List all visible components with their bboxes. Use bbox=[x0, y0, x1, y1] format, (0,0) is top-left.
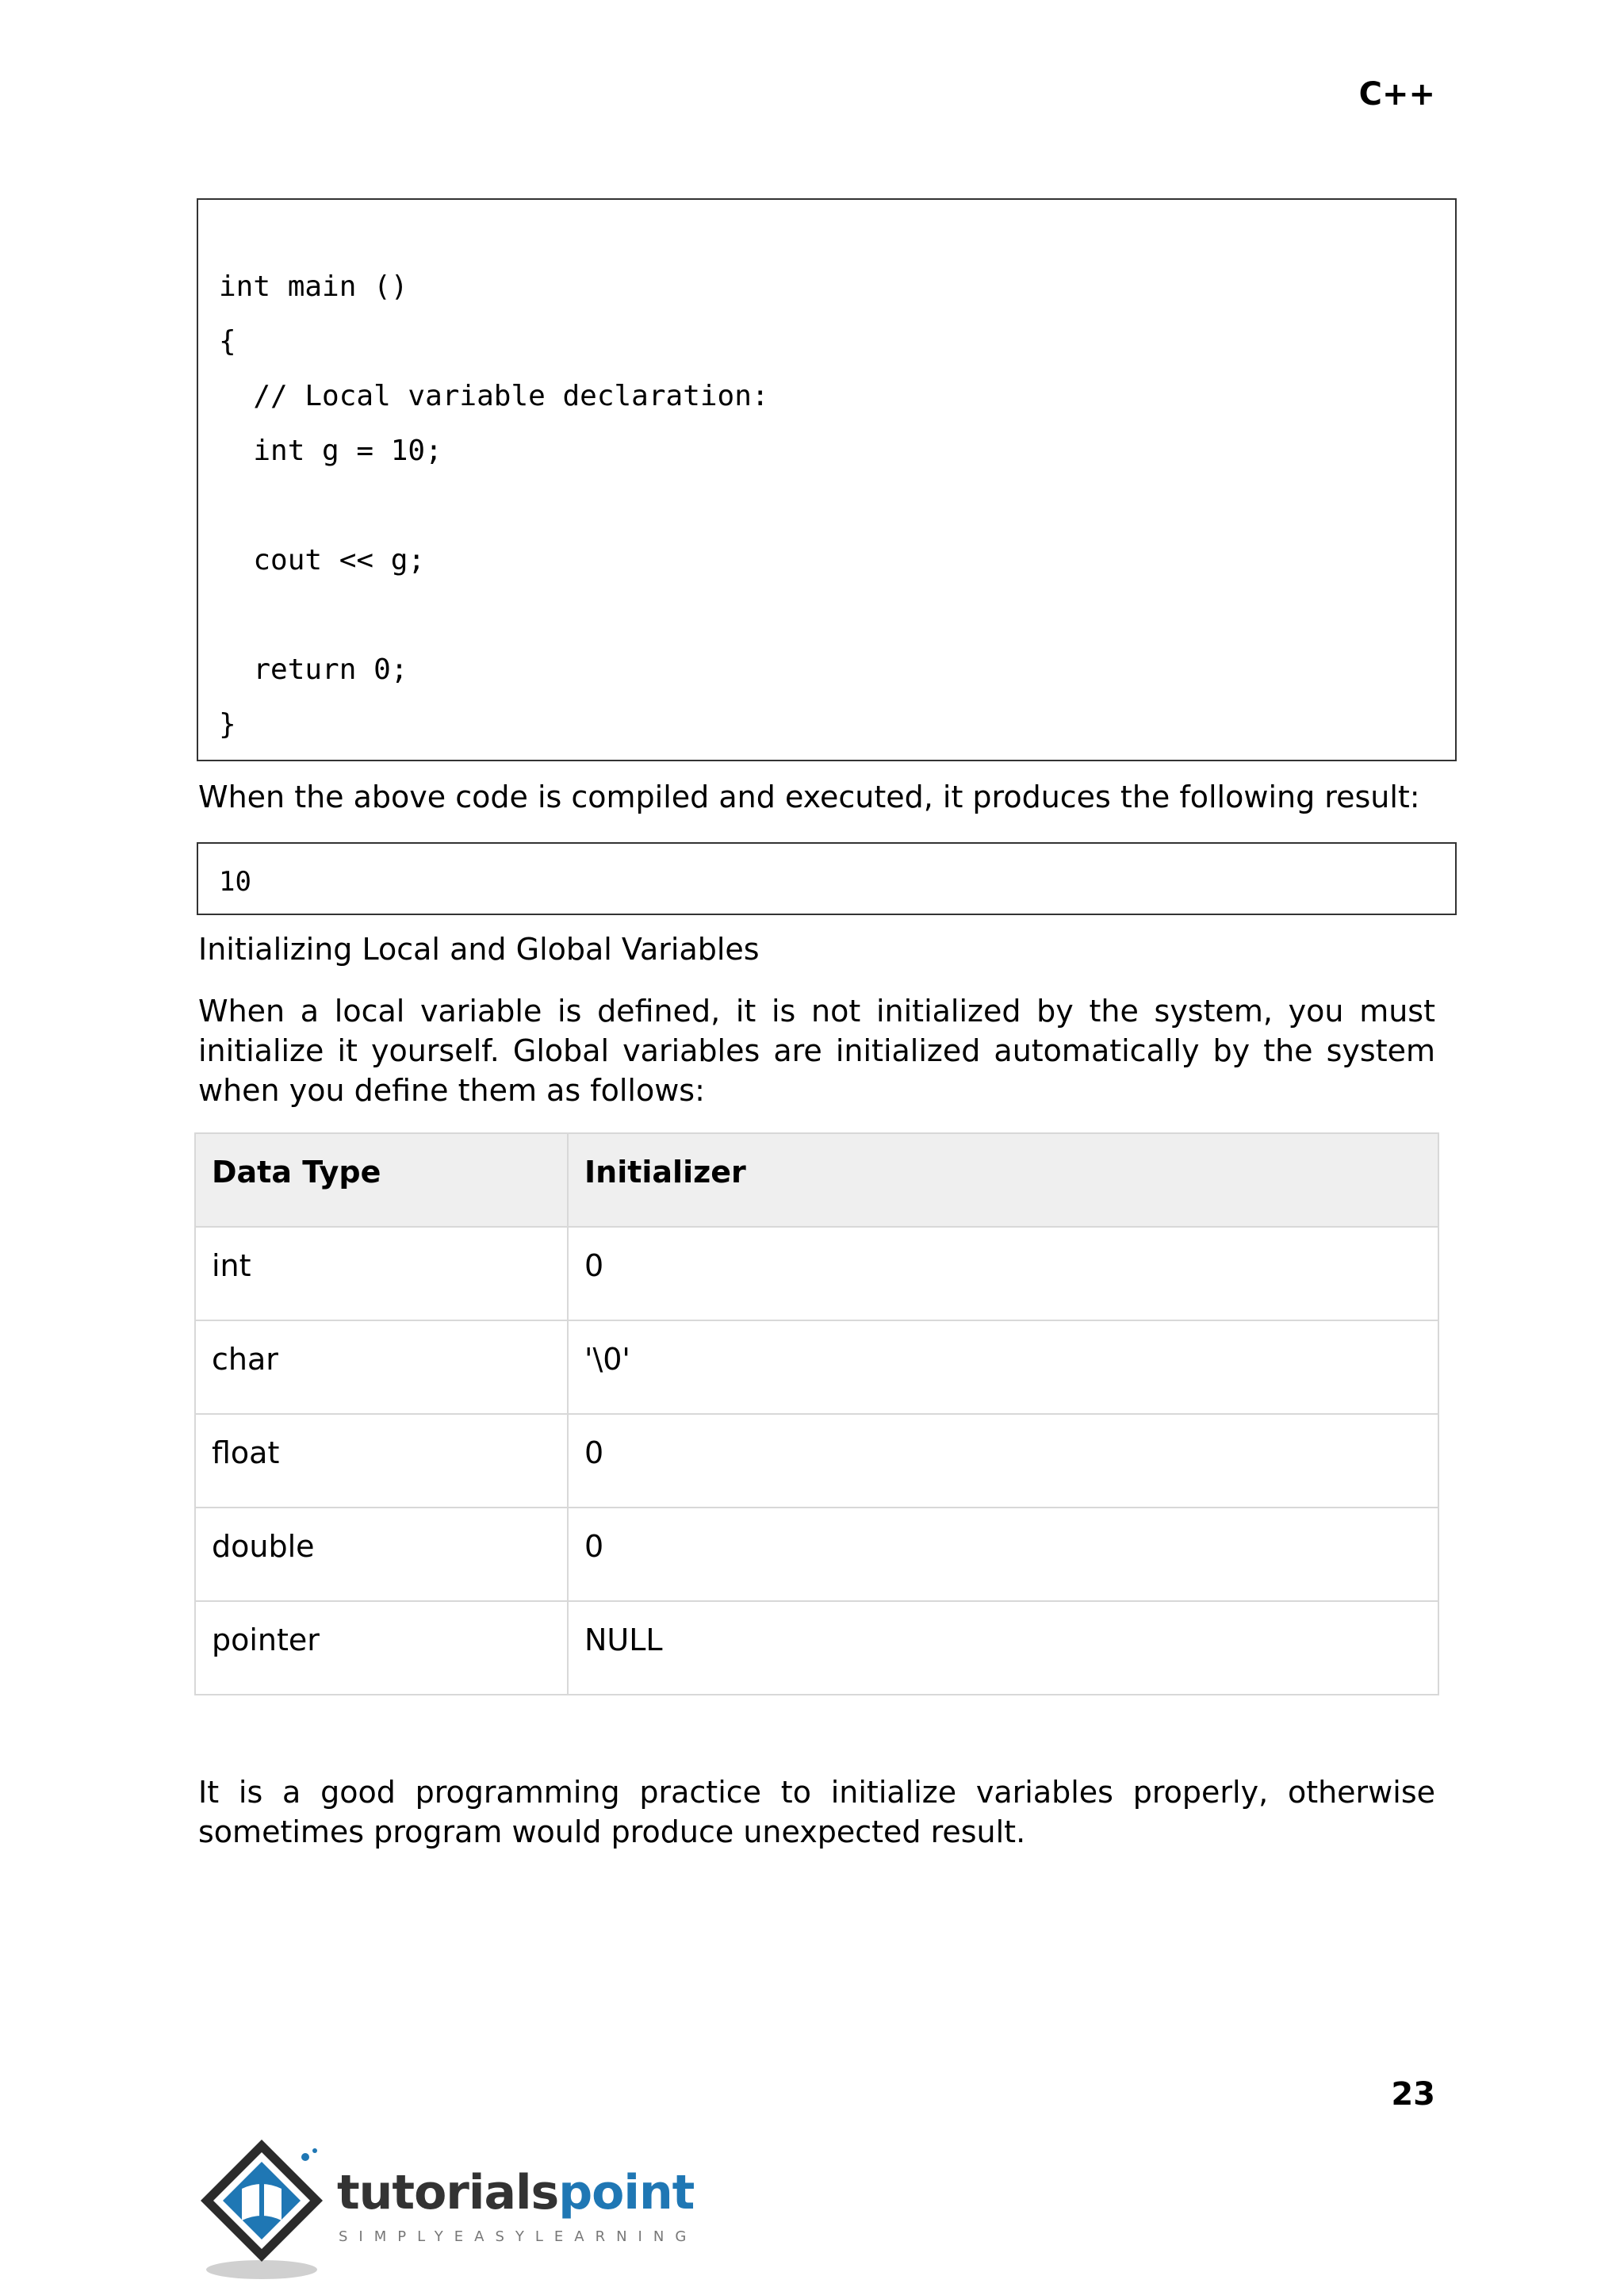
output-text: 10 bbox=[219, 866, 251, 898]
table-row bbox=[195, 1227, 1438, 1320]
initializer-table bbox=[194, 1132, 1439, 1695]
logo-wordmark: tutorialspoint bbox=[337, 2165, 695, 2220]
table-cell: char bbox=[195, 1320, 568, 1414]
logo-tagline: SIMPLYEASYLEARNING bbox=[339, 2228, 698, 2245]
table-cell: int bbox=[195, 1227, 568, 1320]
closing-paragraph: It is a good programming practice to initialize variables properly, otherwise sometimes program would produce unexpected result. bbox=[198, 1775, 1435, 1849]
table-header-row bbox=[195, 1133, 1438, 1227]
code-line: } bbox=[219, 708, 236, 741]
code-line: int g = 10; bbox=[219, 435, 442, 467]
code-line: { bbox=[219, 325, 236, 358]
table-row bbox=[195, 1320, 1438, 1414]
tutorialspoint-logo bbox=[194, 2133, 698, 2284]
table-cell: 0 bbox=[568, 1508, 1438, 1601]
running-header: C++ bbox=[1358, 76, 1435, 113]
table-cell: NULL bbox=[568, 1601, 1438, 1695]
table-cell: '\0' bbox=[568, 1320, 1438, 1414]
output-block bbox=[197, 842, 1457, 915]
table-cell: pointer bbox=[195, 1601, 568, 1695]
table-cell: double bbox=[195, 1508, 568, 1601]
table-cell: 0 bbox=[568, 1414, 1438, 1508]
logo-diamond-icon bbox=[194, 2133, 345, 2284]
table-header-cell: Initializer bbox=[568, 1133, 1438, 1227]
table-cell: 0 bbox=[568, 1227, 1438, 1320]
table-row bbox=[195, 1508, 1438, 1601]
code-line: // Local variable declaration: bbox=[219, 380, 769, 412]
code-line: int main () bbox=[219, 270, 408, 303]
intro-text: When the above code is compiled and executed, it produces the following result: bbox=[198, 780, 1420, 814]
code-block bbox=[197, 198, 1457, 761]
page-number: 23 bbox=[1391, 2076, 1435, 2113]
section-heading: Initializing Local and Global Variables bbox=[198, 932, 760, 967]
table-cell: float bbox=[195, 1414, 568, 1508]
code-line: cout << g; bbox=[219, 544, 426, 577]
table-header-cell: Data Type bbox=[195, 1133, 568, 1227]
body-paragraph: When a local variable is defined, it is not initialized by the system, you must initialize it yourself. Global variables are initialized automatically by the system when you define them as follows: bbox=[198, 994, 1435, 1108]
code-line: return 0; bbox=[219, 653, 408, 686]
table-row bbox=[195, 1601, 1438, 1695]
table-row bbox=[195, 1414, 1438, 1508]
